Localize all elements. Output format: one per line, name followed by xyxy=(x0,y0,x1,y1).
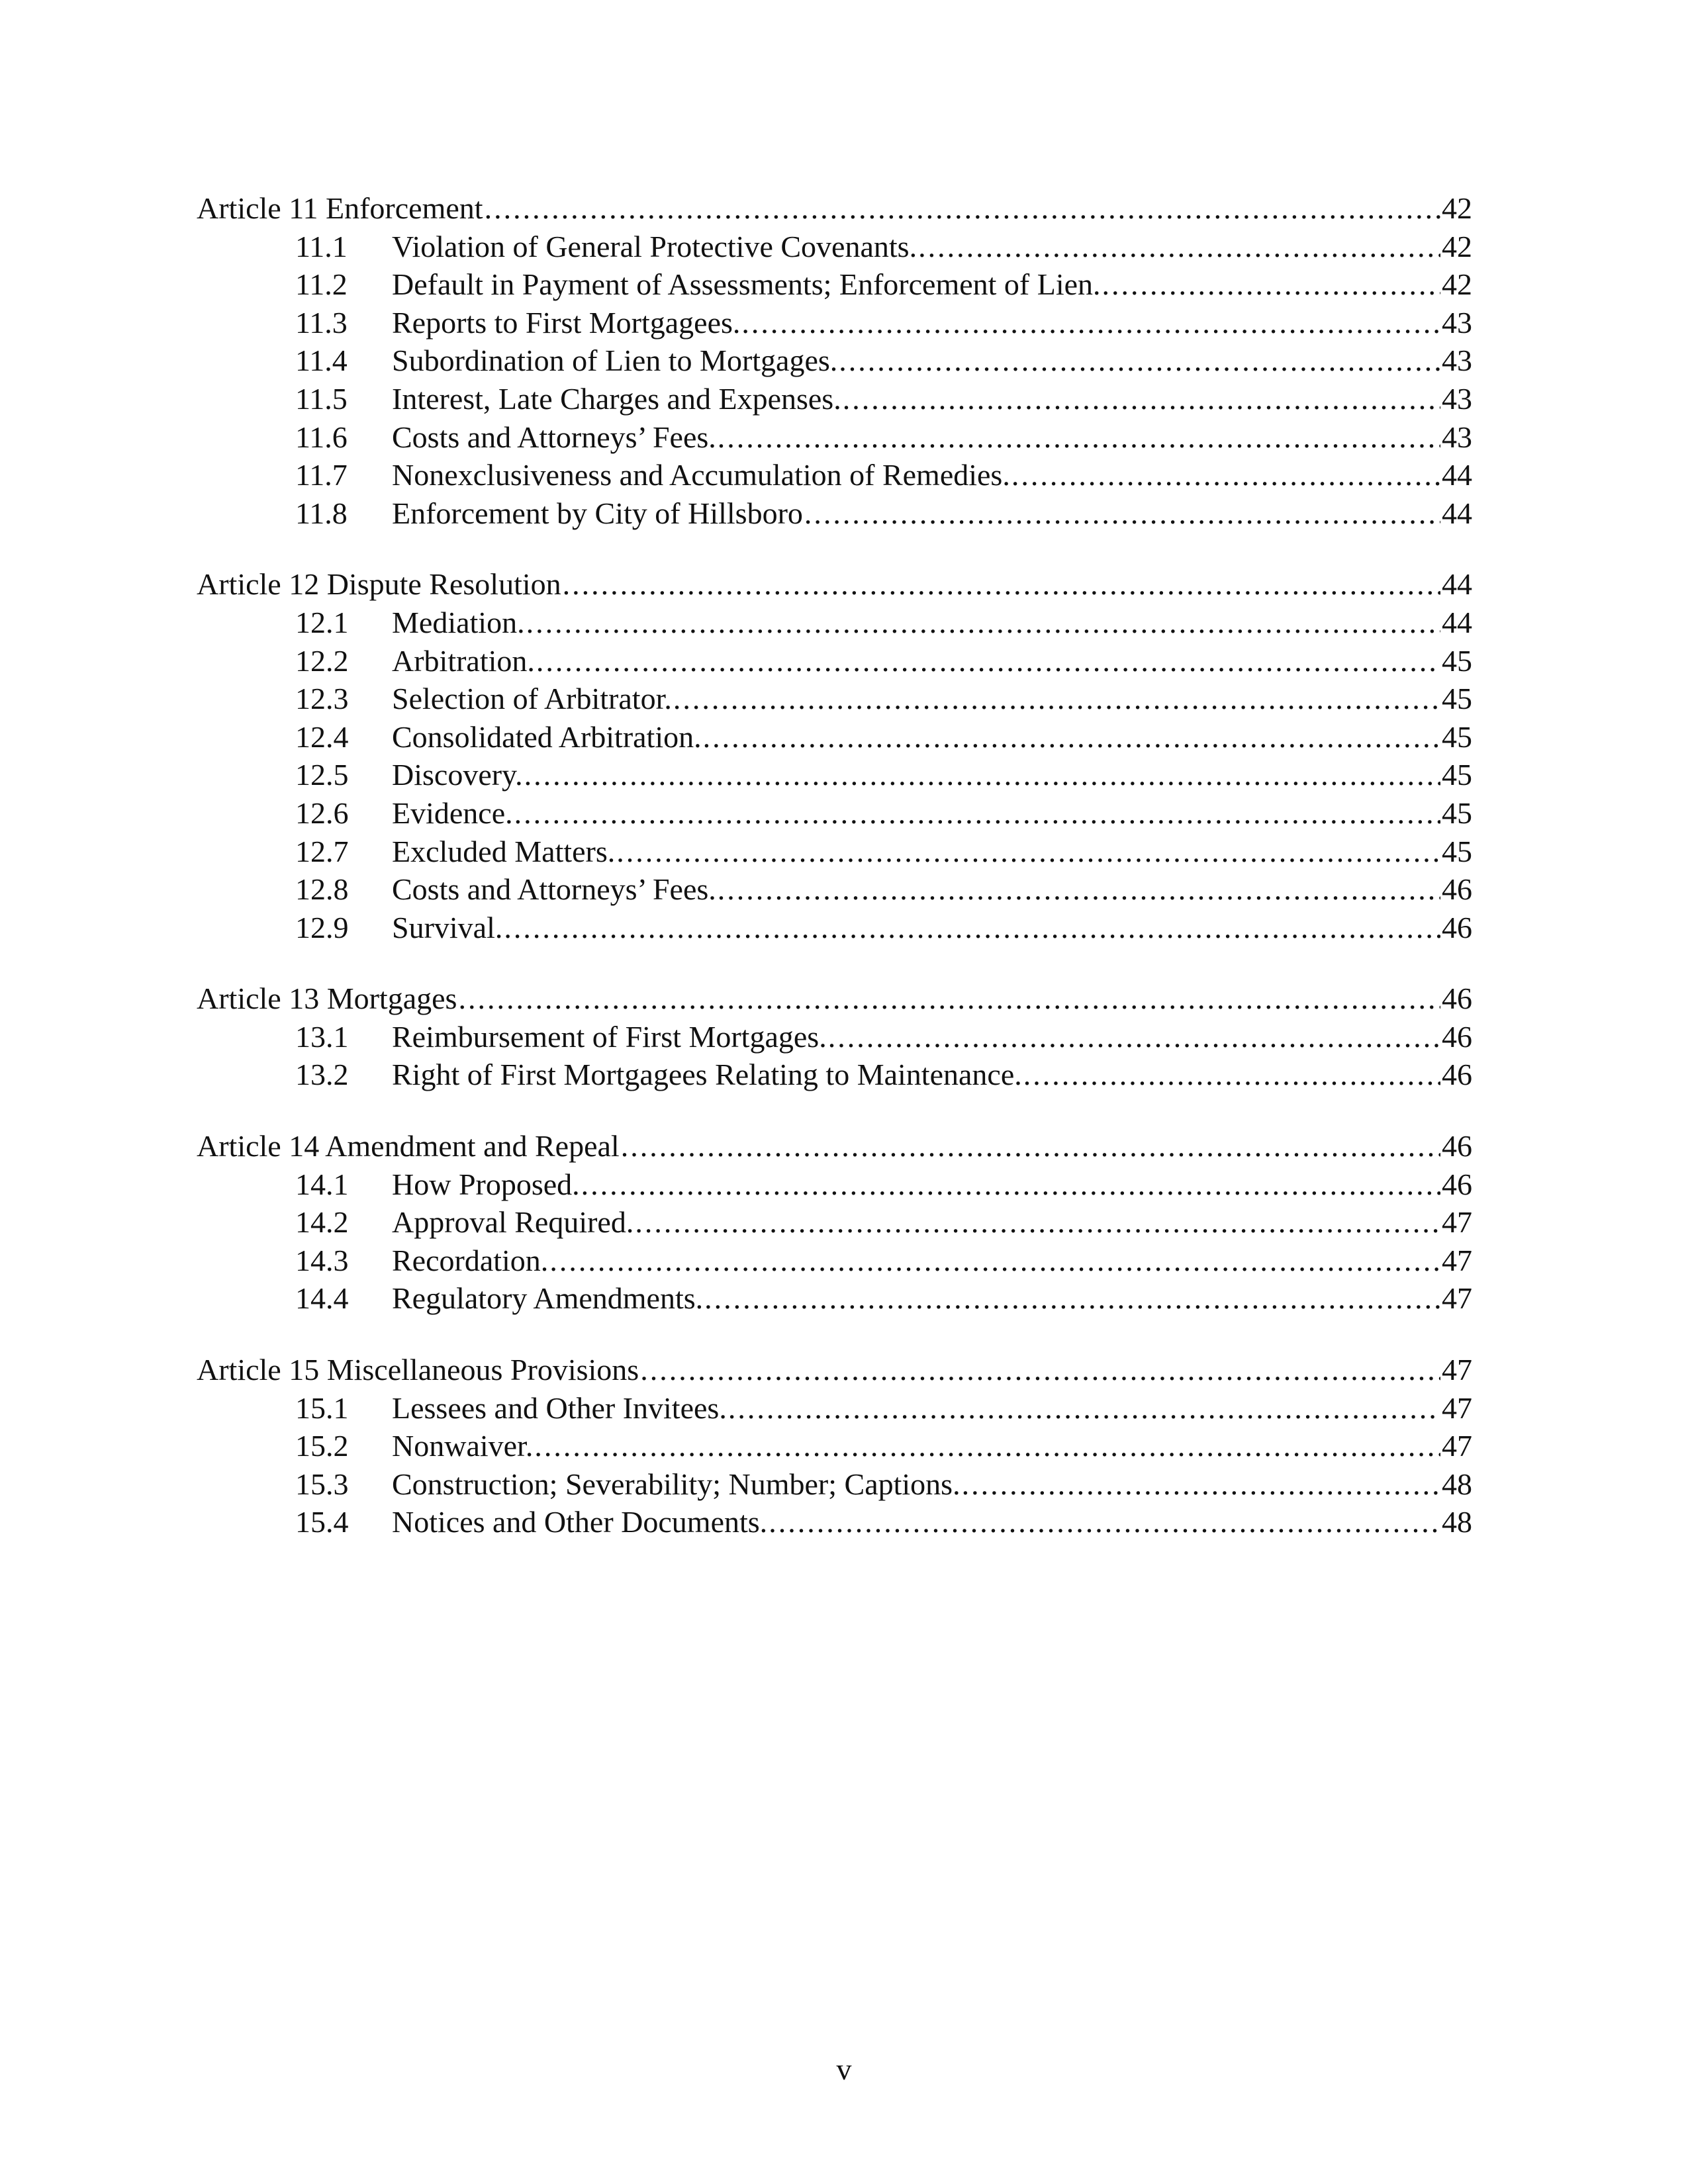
toc-page-number: 44 xyxy=(1442,605,1472,639)
toc-section-entry[interactable] xyxy=(197,1427,1472,1465)
toc-page-number: 45 xyxy=(1442,719,1472,754)
toc-article-title: Article 12 Dispute Resolution xyxy=(197,567,561,602)
toc-section-entry[interactable] xyxy=(197,1242,1472,1280)
toc-article-title: Article 11 Enforcement xyxy=(197,191,483,225)
dot-leader xyxy=(718,418,1440,457)
toc-page-number: 47 xyxy=(1442,1390,1472,1425)
toc-entry-text xyxy=(392,418,1442,457)
toc-entry-text xyxy=(392,909,1442,947)
toc-section-entry[interactable] xyxy=(197,833,1472,871)
dot-leader xyxy=(581,1165,1440,1204)
toc-article-entry[interactable] xyxy=(197,189,1472,228)
dot-leader xyxy=(563,565,1440,604)
toc-section-number: 12.8 xyxy=(295,872,349,907)
dot-leader xyxy=(673,680,1440,718)
dot-leader xyxy=(728,1389,1440,1428)
toc-section-number: 12.9 xyxy=(295,910,349,944)
toc-section-title: Nonwaiver. xyxy=(392,1429,534,1463)
table-of-contents xyxy=(197,189,1472,1574)
toc-page-number: 46 xyxy=(1442,910,1472,944)
toc-page-number: 47 xyxy=(1442,1429,1472,1463)
toc-section-title: Survival. xyxy=(392,910,503,944)
dot-leader xyxy=(534,1427,1440,1465)
toc-page-number: 47 xyxy=(1442,1281,1472,1316)
toc-section-entry[interactable] xyxy=(197,1389,1472,1428)
toc-entry-text xyxy=(392,228,1442,266)
toc-page-number: 46 xyxy=(1442,1129,1472,1163)
toc-section-number: 14.1 xyxy=(295,1167,349,1201)
dot-leader xyxy=(635,1203,1440,1242)
toc-section-entry[interactable] xyxy=(197,456,1472,494)
dot-leader xyxy=(1102,265,1440,304)
toc-section-number: 11.6 xyxy=(295,420,348,454)
dot-leader xyxy=(718,870,1440,909)
toc-page-number: 43 xyxy=(1442,381,1472,416)
toc-entry-text xyxy=(392,604,1442,642)
toc-section-number: 11.3 xyxy=(295,305,348,340)
toc-section-title: Right of First Mortgagees Relating to Maintenance. xyxy=(392,1058,1022,1092)
toc-section-title: Costs and Attorneys’ Fees. xyxy=(392,872,716,907)
toc-entry-text xyxy=(392,1203,1442,1242)
toc-section-number: 12.1 xyxy=(295,605,349,639)
toc-section-number: 11.8 xyxy=(295,496,348,530)
toc-entry-text xyxy=(392,265,1442,304)
toc-section-entry[interactable] xyxy=(197,604,1472,642)
toc-article-entry[interactable] xyxy=(197,1127,1472,1165)
toc-page-number: 45 xyxy=(1442,796,1472,830)
toc-entry-text xyxy=(392,1279,1442,1318)
toc-section-title: Selection of Arbitrator. xyxy=(392,682,672,716)
toc-section-title: Mediation. xyxy=(392,605,525,639)
toc-section-number: 14.4 xyxy=(295,1281,349,1316)
toc-article xyxy=(197,565,1472,946)
toc-section-number: 12.7 xyxy=(295,834,349,868)
toc-section-number: 13.1 xyxy=(295,1019,349,1054)
toc-section-entry[interactable] xyxy=(197,1056,1472,1094)
toc-page-number: 48 xyxy=(1442,1467,1472,1501)
toc-section-title: Notices and Other Documents. xyxy=(392,1505,768,1539)
toc-section-entry[interactable] xyxy=(197,304,1472,342)
toc-page-number: 45 xyxy=(1442,682,1472,716)
toc-entry-text xyxy=(392,1056,1442,1094)
toc-section-title: Recordation. xyxy=(392,1243,549,1277)
toc-article-title: Article 13 Mortgages xyxy=(197,981,457,1016)
toc-section-number: 15.1 xyxy=(295,1390,349,1425)
toc-section-entry[interactable] xyxy=(197,228,1472,266)
toc-entry-text xyxy=(197,189,1442,228)
toc-page-number: 46 xyxy=(1442,1019,1472,1054)
toc-page-number: 46 xyxy=(1442,1058,1472,1092)
toc-page-number: 46 xyxy=(1442,981,1472,1016)
toc-article-entry[interactable] xyxy=(197,565,1472,604)
toc-entry-text xyxy=(392,304,1442,342)
page-number-footer: v xyxy=(836,2052,852,2086)
toc-section-number: 11.7 xyxy=(295,458,348,492)
toc-entry-text xyxy=(392,341,1442,380)
toc-section-title: Default in Payment of Assessments; Enforcement of Lien. xyxy=(392,267,1101,302)
toc-section-title: Regulatory Amendments. xyxy=(392,1281,704,1316)
toc-page-number: 46 xyxy=(1442,872,1472,907)
toc-entry-text xyxy=(392,1389,1442,1428)
toc-article xyxy=(197,1351,1472,1541)
toc-article-title: Article 14 Amendment and Repeal xyxy=(197,1129,620,1163)
toc-section-entry[interactable] xyxy=(197,1018,1472,1056)
toc-entry-text xyxy=(197,979,1442,1018)
toc-section-title: Interest, Late Charges and Expenses. xyxy=(392,381,841,416)
toc-entry-text xyxy=(392,756,1442,794)
toc-article-title: Article 15 Miscellaneous Provisions xyxy=(197,1353,639,1387)
dot-leader xyxy=(769,1503,1440,1541)
toc-entry-text xyxy=(392,1242,1442,1280)
toc-entry-text xyxy=(392,642,1442,680)
toc-entry-text xyxy=(392,833,1442,871)
dot-leader xyxy=(549,1242,1440,1280)
toc-section-entry[interactable] xyxy=(197,718,1472,756)
dot-leader xyxy=(458,979,1440,1018)
toc-entry-text xyxy=(392,1465,1442,1504)
toc-page-number: 44 xyxy=(1442,458,1472,492)
toc-section-number: 13.2 xyxy=(295,1058,349,1092)
toc-section-number: 12.2 xyxy=(295,643,349,678)
toc-section-title: Evidence. xyxy=(392,796,513,830)
toc-page-number: 43 xyxy=(1442,420,1472,454)
dot-leader xyxy=(843,380,1440,418)
toc-page-number: 43 xyxy=(1442,305,1472,340)
toc-entry-text xyxy=(197,565,1442,604)
toc-section-entry[interactable] xyxy=(197,909,1472,947)
toc-section-title: Construction; Severability; Number; Captions. xyxy=(392,1467,961,1501)
toc-page-number: 46 xyxy=(1442,1167,1472,1201)
toc-entry-text xyxy=(197,1127,1442,1165)
toc-section-entry[interactable] xyxy=(197,265,1472,304)
toc-article-entry[interactable] xyxy=(197,979,1472,1018)
toc-section-number: 12.5 xyxy=(295,758,349,792)
toc-page-number: 42 xyxy=(1442,191,1472,225)
toc-entry-text xyxy=(392,870,1442,909)
toc-entry-text xyxy=(392,1427,1442,1465)
toc-section-title: Reimbursement of First Mortgages. xyxy=(392,1019,827,1054)
toc-entry-text xyxy=(392,718,1442,756)
toc-section-title: Excluded Matters. xyxy=(392,834,616,868)
toc-page-number: 47 xyxy=(1442,1243,1472,1277)
toc-section-entry[interactable] xyxy=(197,1465,1472,1504)
toc-section-title: Discovery. xyxy=(392,758,523,792)
dot-leader xyxy=(1011,456,1440,494)
toc-page-number: 47 xyxy=(1442,1205,1472,1240)
toc-section-title: Lessees and Other Invitees. xyxy=(392,1390,727,1425)
dot-leader xyxy=(839,341,1440,380)
toc-section-entry[interactable] xyxy=(197,756,1472,794)
toc-section-entry[interactable] xyxy=(197,642,1472,680)
toc-page-number: 47 xyxy=(1442,1353,1472,1387)
toc-section-number: 12.4 xyxy=(295,719,349,754)
toc-section-entry[interactable] xyxy=(197,680,1472,718)
toc-section-title: Violation of General Protective Covenants. xyxy=(392,229,917,263)
dot-leader xyxy=(616,833,1440,871)
toc-page-number: 43 xyxy=(1442,343,1472,378)
toc-section-entry[interactable] xyxy=(197,1503,1472,1541)
toc-page-number: 45 xyxy=(1442,758,1472,792)
toc-section-title: Approval Required. xyxy=(392,1205,634,1240)
toc-section-title: Consolidated Arbitration. xyxy=(392,719,702,754)
toc-page-number: 45 xyxy=(1442,834,1472,868)
toc-entry-text xyxy=(197,1351,1442,1389)
toc-section-number: 14.2 xyxy=(295,1205,349,1240)
dot-leader xyxy=(640,1351,1440,1389)
dot-leader xyxy=(918,228,1440,266)
toc-section-entry[interactable] xyxy=(197,380,1472,418)
toc-section-entry[interactable] xyxy=(197,794,1472,833)
toc-entry-text xyxy=(392,794,1442,833)
toc-article xyxy=(197,1127,1472,1318)
toc-section-number: 12.3 xyxy=(295,682,349,716)
toc-entry-text xyxy=(392,1018,1442,1056)
dot-leader xyxy=(828,1018,1440,1056)
toc-section-number: 15.3 xyxy=(295,1467,349,1501)
toc-section-title: Arbitration. xyxy=(392,643,535,678)
dot-leader xyxy=(804,494,1440,533)
toc-section-number: 11.1 xyxy=(295,229,348,263)
dot-leader xyxy=(485,189,1440,228)
toc-page-number: 44 xyxy=(1442,496,1472,530)
toc-page-number: 42 xyxy=(1442,229,1472,263)
dot-leader xyxy=(962,1465,1440,1504)
dot-leader xyxy=(514,794,1440,833)
toc-entry-text xyxy=(392,1503,1442,1541)
toc-section-number: 15.2 xyxy=(295,1429,349,1463)
toc-section-number: 12.6 xyxy=(295,796,349,830)
dot-leader xyxy=(504,909,1440,947)
toc-section-entry[interactable] xyxy=(197,494,1472,533)
toc-section-number: 11.5 xyxy=(295,381,348,416)
dot-leader xyxy=(524,756,1440,794)
toc-section-entry[interactable] xyxy=(197,341,1472,380)
dot-leader xyxy=(621,1127,1440,1165)
toc-section-title: Reports to First Mortgagees. xyxy=(392,305,741,340)
toc-section-title: Nonexclusiveness and Accumulation of Remedies. xyxy=(392,458,1010,492)
toc-section-number: 15.4 xyxy=(295,1505,349,1539)
toc-entry-text xyxy=(392,456,1442,494)
toc-section-number: 11.2 xyxy=(295,267,348,302)
toc-entry-text xyxy=(392,1165,1442,1204)
toc-page-number: 42 xyxy=(1442,267,1472,302)
toc-section-title: How Proposed. xyxy=(392,1167,580,1201)
dot-leader xyxy=(741,304,1440,342)
toc-section-entry[interactable] xyxy=(197,1165,1472,1204)
dot-leader xyxy=(1023,1056,1440,1094)
toc-page-number: 45 xyxy=(1442,643,1472,678)
toc-entry-text xyxy=(392,380,1442,418)
dot-leader xyxy=(536,642,1440,680)
toc-article xyxy=(197,979,1472,1094)
dot-leader xyxy=(703,718,1440,756)
toc-section-entry[interactable] xyxy=(197,1279,1472,1318)
toc-article xyxy=(197,189,1472,532)
toc-section-entry[interactable] xyxy=(197,1203,1472,1242)
dot-leader xyxy=(704,1279,1440,1318)
toc-page-number: 48 xyxy=(1442,1505,1472,1539)
toc-section-title: Costs and Attorneys’ Fees. xyxy=(392,420,716,454)
toc-section-number: 11.4 xyxy=(295,343,348,378)
toc-article-entry[interactable] xyxy=(197,1351,1472,1389)
toc-section-entry[interactable] xyxy=(197,870,1472,909)
dot-leader xyxy=(526,604,1440,642)
toc-section-number: 14.3 xyxy=(295,1243,349,1277)
toc-section-title: Enforcement by City of Hillsboro xyxy=(392,496,803,530)
toc-section-entry[interactable] xyxy=(197,418,1472,457)
toc-entry-text xyxy=(392,494,1442,533)
toc-section-title: Subordination of Lien to Mortgages. xyxy=(392,343,838,378)
toc-entry-text xyxy=(392,680,1442,718)
toc-page-number: 44 xyxy=(1442,567,1472,602)
